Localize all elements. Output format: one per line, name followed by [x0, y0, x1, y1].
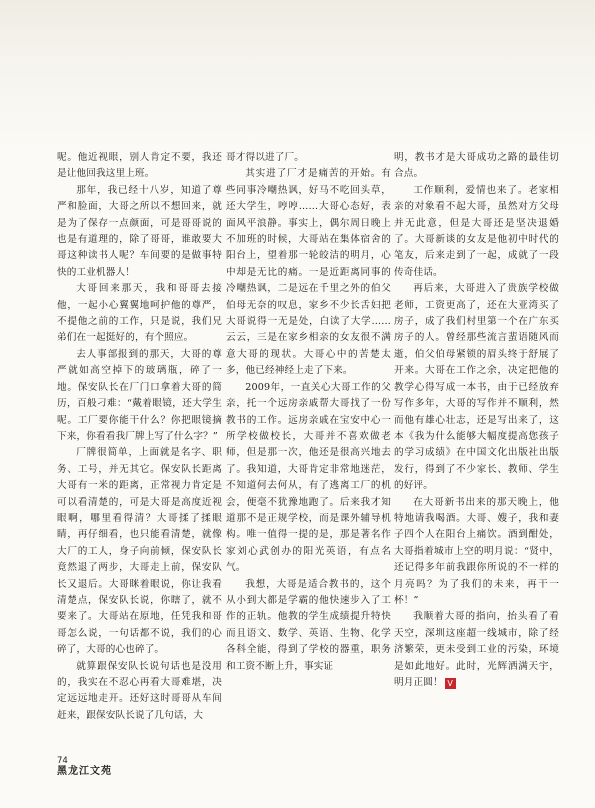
paragraph: 再后来，大哥进入了贵族学校做老师，工资更高了，还在大亚湾买了房子，成了我们村里第一个在广东买房子的人。曾经那些流言蜚语随风而逝，伯父伯母紧锁的眉头终于舒展了开来。大哥在工作之余，决定把他的教学心得写成一本书，由于已经放弃写作多年，大哥的写作并不顺利，然而他有雄心壮志，还是写出来了，这本《我为什么能够大幅度提高您孩子的学习成绩》在中国文化出版社出版发行，得到了不少家长、教师、学生的好评。 — [394, 283, 559, 492]
paragraph-text: 我顺着大哥的指向，抬头看了看天空，深圳这座超一线城市，除了经济繁荣，更未受到工业的污染，环境是如此地好。此时，光辉洒满天宇，明月正圆！ — [394, 611, 559, 688]
text-column-2 — [226, 150, 391, 675]
paragraph — [394, 609, 559, 691]
paragraph: 我想，大哥是适合教书的，这个从小到大都是学霸的他快速步入了工作的正轨。他教的学生成绩提升特快而且语文、数学、英语、生物、化学各科全能，得到了学校的器重，职务和工资不断上升，事实证 — [226, 578, 391, 672]
header-background — [0, 0, 595, 150]
paragraph: 厂牌很简单，上面就是名字、职务、工号，并无其它。保安队长距离大哥有一米的距离，正常视力肯定是可以看清楚的，可是大哥是高度近视眼啊，哪里看得清？大哥揉了揉眼睛，再仔细看，也只能看清楚，就像大厂的工人，身子向前倾，保安队长竟然退了两步，大哥走上前，保安队长又退后。大哥眯着眼说，你让我看清楚点，保安队长说，你瞎了，就不要来了。大哥站在原地，任凭我和哥哥怎么说，一句话都不说，我们的心碎了，大哥的心也碎了。 — [57, 447, 222, 656]
paragraph: 其实进了厂才是痛苦的开始。有些同事冷嘲热讽，好马不吃回头草，还大学生，哼哼……大哥心态好，表面风平浪静。事实上，偶尔周日晚上不加班的时候，大哥站在集体宿舍的阳台上，望着那一轮皎洁的明月，心中却是无比的痛。一是近距离同事的冷嘲热讽，二是远在千里之外的伯父伯母无奈的叹息，家乡不少长舌妇把大哥说得一无是处，白读了大学……云云，三是在家乡相亲的女友很不满意大哥的现状。大哥心中的苦楚太多，他已经神经上走了下来。 — [226, 168, 391, 377]
paragraph: 哥才得以进了厂。 — [226, 152, 304, 163]
magazine-name: 黑龙江文苑 — [57, 766, 112, 777]
paragraph: 去人事部报到的那天，大哥的尊严就如高空掉下的玻璃瓶，碎了一地。保安队长在厂门口拿着大哥的简历，百般刁难：“戴着眼镜，还大学生呢。工厂要你能干什么？你把眼镜摘下来，你看看我厂牌上写了什么字？” — [57, 348, 222, 442]
paragraph: 那年，我已经十八岁，知道了尊严和脸面，大哥之所以不想回来，就是为了保存一点颜面，可是哥哥说的也是有道理的，除了哥哥，谁敢要大哥这种读书人呢？车间要的是做事特快的工业机器人！ — [57, 184, 222, 278]
paragraph: 就算跟保安队长说句话也是没用的，我实在不忍心再看大哥难堪，决定远远地走开。还好这时哥哥从车间赶来，跟保安队长说了几句话，大 — [57, 660, 222, 721]
page-footer — [57, 756, 112, 778]
paragraph: 明，教书才是大哥成功之路的最佳切合点。 — [394, 152, 559, 180]
paragraph: 工作顺利，爱情也来了。老家相亲的对象看不起大哥，虽然对方父母并无此意，但是大哥还是坚决退婚了。大哥新谈的女友是他初中时代的笔友，后来走到了一起，成就了一段传奇佳话。 — [394, 184, 559, 278]
paragraph: 大哥回来那天，我和哥哥去接他，一起小心翼翼地呵护他的尊严，不提他之前的工作，只是说，我们兄弟们在一起挺好的，有个照应。 — [57, 283, 222, 344]
paragraph: 在大哥新书出来的那天晚上，他特地请我喝酒。大哥、嫂子，我和妻子四个人在阳台上痛饮。酒到酣处，大哥指着城市上空的明月说：“贤中，还记得多年前我跟你所说的不一样的月亮吗？为了我们的未来，再干一杯！” — [394, 496, 559, 606]
paragraph: 呢。他近视眼，别人肯定不要，我还是让他回我这里上班。 — [57, 152, 222, 180]
page-number: 74 — [57, 756, 68, 766]
article-end-mark: V — [445, 678, 456, 689]
text-column-1 — [57, 150, 222, 724]
text-column-3 — [394, 150, 559, 691]
paragraph: 2009年，一直关心大哥工作的父亲，托一个远房亲戚帮大哥找了一份教书的工作。远房亲戚在宝安中心一所学校做校长，大哥并不喜欢做老师，但是那一次，他还是很高兴地去了。我知道，大哥肯定非常地迷茫，不知道何去何从，有了逃离工厂的机会，便毫不犹豫地跑了。后来我才知道那不是正规学校，而是课外辅导机构。唯一值得一提的是，那是著名作家刘心武创办的阳光英语，有点名气。 — [226, 381, 391, 574]
